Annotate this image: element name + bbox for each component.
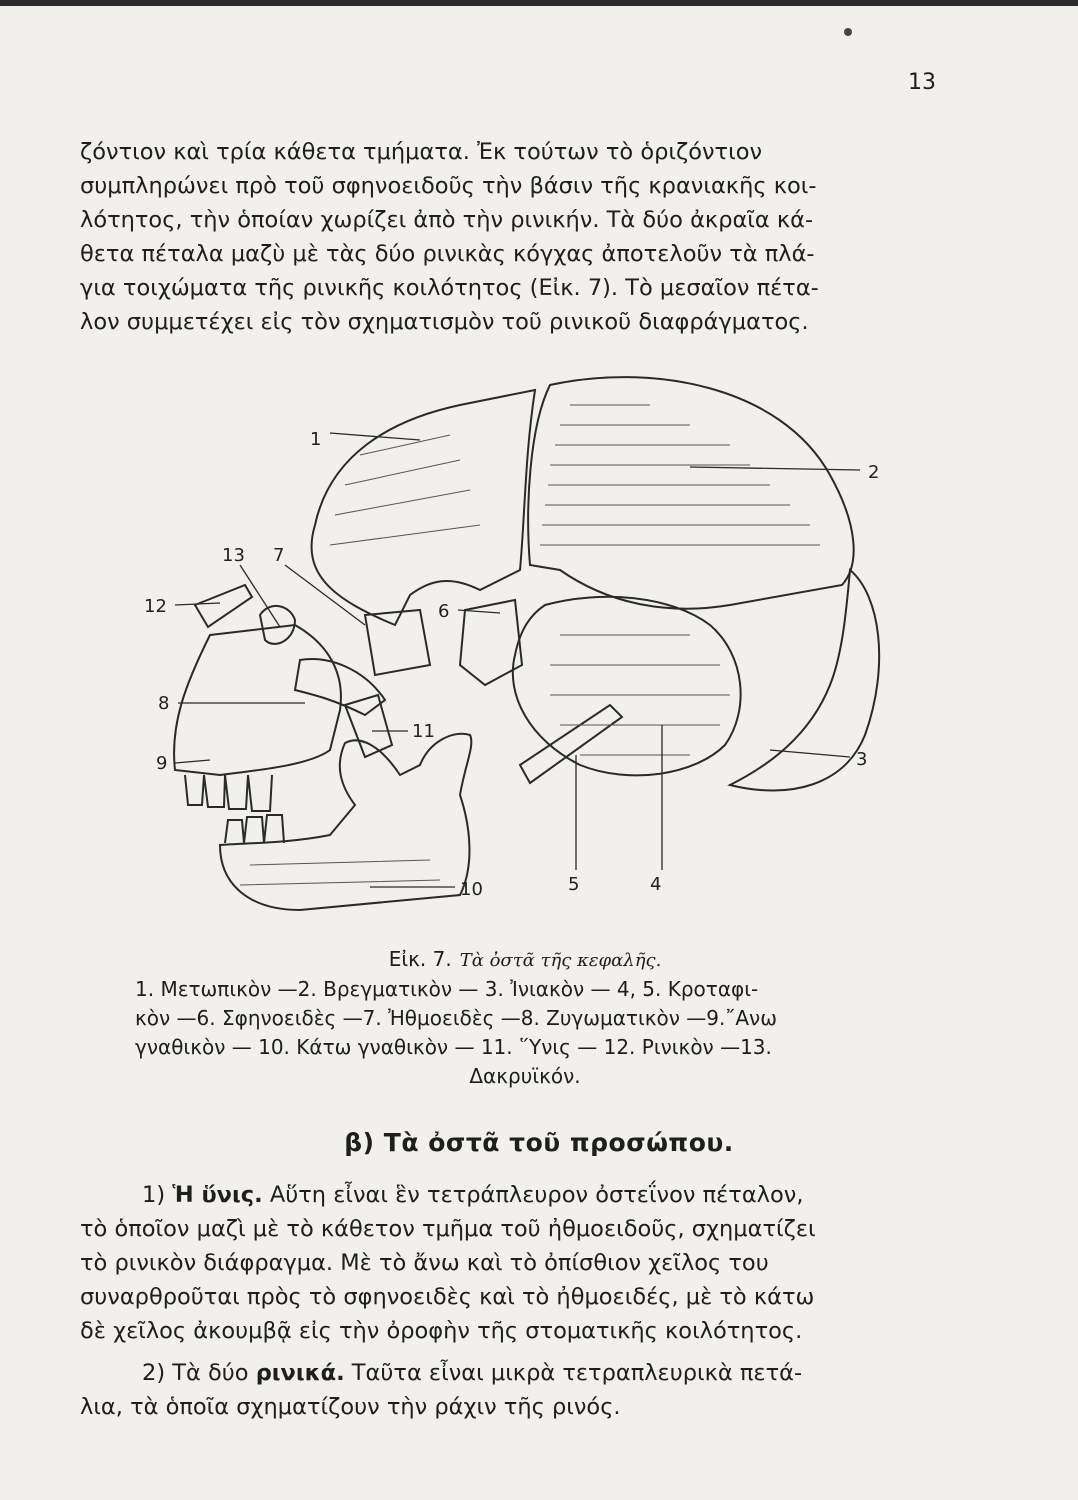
label-10: 10	[460, 879, 483, 900]
temporal-bone	[513, 597, 741, 776]
label-5: 5	[568, 874, 580, 895]
page-top-edge	[0, 0, 1078, 6]
caption-line: 1. Μετωπικὸν —2. Βρεγματικὸν — 3. Ἰνιακὸν — 4, 5. Κροταφι-	[135, 977, 759, 1001]
vomer-paragraph	[80, 1178, 948, 1348]
skull-illustration	[130, 365, 910, 935]
frontal-bone	[312, 390, 535, 625]
caption-line: γναθικὸν — 10. Κάτω γναθικὸν — 11. ῞Υνις — 12. Ρινικὸν —13.	[135, 1035, 772, 1059]
label-9: 9	[156, 753, 168, 774]
skull-figure	[130, 365, 910, 935]
item-number: 1)	[142, 1182, 166, 1208]
text-line: ζόντιον καὶ τρία κάθετα τμήματα. Ἐκ τούτων τὸ ὁριζόντιον	[80, 139, 763, 165]
mandible-bone	[220, 734, 471, 910]
item-term: ρινικά.	[255, 1360, 345, 1386]
text-line: συμπληρώνει πρὸ τοῦ σφηνοειδοῦς τὴν βάσιν τῆς κρανιακῆς κοι-	[80, 173, 817, 199]
label-4: 4	[650, 874, 662, 895]
label-2: 2	[868, 462, 880, 483]
text-line: δὲ χεῖλος ἀκουμβᾷ εἰς τὴν ὀροφὴν τῆς στοματικῆς κοιλότητος.	[80, 1318, 803, 1344]
nasal-bone	[195, 585, 252, 627]
label-1: 1	[310, 429, 322, 450]
item-number: 2) Τὰ δύο	[142, 1360, 249, 1386]
text-line: θετα πέταλα μαζὺ μὲ τὰς δύο ρινικὰς κόγχας ἀποτελοῦν τὰ πλά-	[80, 241, 815, 267]
label-6: 6	[438, 601, 450, 622]
label-8: 8	[158, 693, 170, 714]
label-13: 13	[222, 545, 245, 566]
paragraph-first-line	[80, 1178, 948, 1212]
item-term: Ἡ ὕνις.	[172, 1182, 263, 1208]
text-line: για τοιχώματα τῆς ρινικῆς κοιλότητος (Εἰκ. 7). Τὸ μεσαῖον πέτα-	[80, 275, 819, 301]
text-line: τὸ ὁποῖον μαζὶ μὲ τὸ κάθετον τμῆμα τοῦ ἠθμοειδοῦς, σχηματίζει	[80, 1216, 816, 1242]
maxilla-bone	[174, 625, 341, 775]
nasal-paragraph	[80, 1356, 948, 1424]
vomer-bone	[345, 695, 392, 757]
caption-line: κὸν —6. Σφηνοειδὲς —7. Ἠθμοειδὲς —8. Ζυγωματικὸν —9.῎Ανω	[135, 1006, 777, 1030]
text-line: συναρθροῦται πρὸς τὸ σφηνοειδὲς καὶ τὸ ἠθμοειδές, μὲ τὸ κάτω	[80, 1284, 815, 1310]
label-12: 12	[144, 596, 167, 617]
ink-spot	[844, 28, 852, 36]
parietal-bone	[528, 377, 853, 609]
caption-prefix: Εἰκ. 7.	[388, 947, 452, 971]
label-7: 7	[273, 545, 285, 566]
lower-teeth	[225, 815, 284, 843]
label-3: 3	[856, 749, 868, 770]
text-line: τὸ ρινικὸν διάφραγμα. Μὲ τὸ ἄνω καὶ τὸ ὀπίσθιον χεῖλος του	[80, 1250, 769, 1276]
section-heading: β) Τὰ ὀστᾶ τοῦ προσώπου.	[344, 1128, 734, 1157]
upper-teeth	[185, 775, 272, 811]
text-line: λότητος, τὴν ὁποίαν χωρίζει ἀπὸ τὴν ρινικήν. Τὰ δύο ἀκραῖα κά-	[80, 207, 814, 233]
intro-paragraph	[80, 135, 948, 339]
caption-title-line	[135, 945, 915, 975]
text-line: λια, τὰ ὁποῖα σχηματίζουν τὴν ράχιν τῆς ρινός.	[80, 1394, 621, 1420]
paragraph-first-line	[80, 1356, 948, 1390]
caption-last-line: Δακρυϊκόν.	[469, 1064, 581, 1088]
figure-caption	[135, 945, 915, 1091]
item-text: Ταῦτα εἶναι μικρὰ τετραπλευρικὰ πετά-	[344, 1360, 803, 1386]
text-line: λον συμμετέχει εἰς τὸν σχηματισμὸν τοῦ ρινικοῦ διαφράγματος.	[80, 309, 809, 335]
zygomatic-process	[520, 705, 622, 783]
caption-title: Τὰ ὀστᾶ τῆς κεφαλῆς.	[459, 950, 662, 971]
page-number: 13	[908, 70, 936, 95]
item-text: Αὕτη εἶναι ἓν τετράπλευρον ὀστεΐνον πέταλον,	[262, 1182, 804, 1208]
label-11: 11	[412, 721, 435, 742]
